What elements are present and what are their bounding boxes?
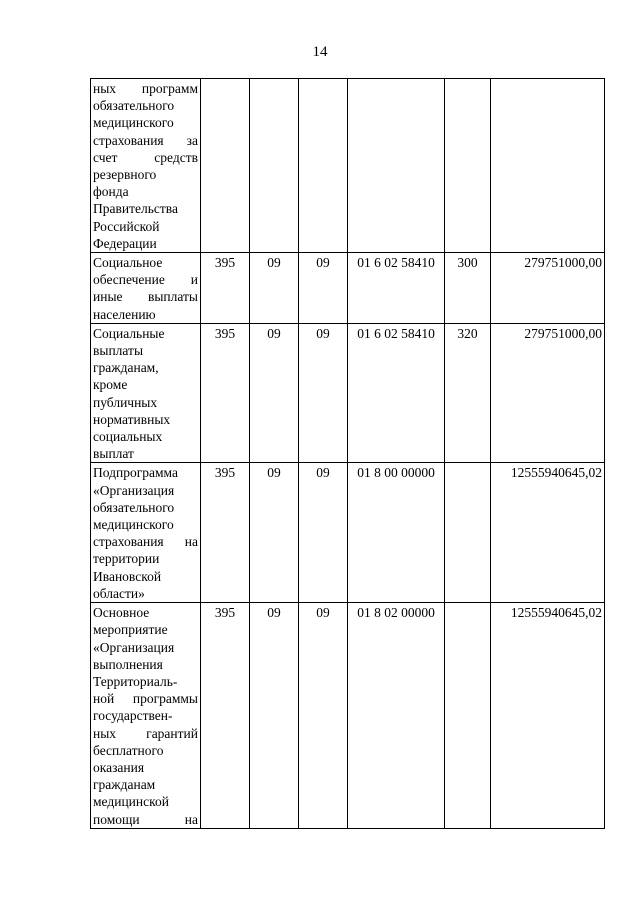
row-name-line: области» bbox=[93, 585, 145, 601]
row-name-line: фонда bbox=[93, 184, 129, 200]
row-name-line: ной программы bbox=[93, 691, 198, 707]
admin-code-cell: 395 bbox=[201, 463, 250, 603]
row-name-line: Российской bbox=[93, 218, 160, 234]
row-name-line: государствен- bbox=[93, 708, 173, 724]
row-name-line: населению bbox=[93, 306, 156, 322]
amount-cell: 279751000,00 bbox=[491, 253, 605, 324]
amount-cell: 279751000,00 bbox=[491, 323, 605, 463]
expense-type-cell bbox=[445, 603, 491, 829]
section-cell bbox=[250, 79, 299, 253]
subsection-cell: 09 bbox=[299, 603, 348, 829]
section-cell: 09 bbox=[250, 463, 299, 603]
row-name-line: социальных bbox=[93, 429, 163, 445]
target-article-cell: 01 6 02 58410 bbox=[348, 323, 445, 463]
row-name-line: гражданам bbox=[93, 777, 156, 793]
subsection-cell bbox=[299, 79, 348, 253]
page-number: 14 bbox=[312, 44, 328, 60]
row-name-line: счет средств bbox=[93, 149, 198, 165]
row-name-line: территории bbox=[93, 551, 160, 567]
expense-type-cell bbox=[445, 79, 491, 253]
target-article-cell: 01 8 02 00000 bbox=[348, 603, 445, 829]
amount-cell bbox=[491, 79, 605, 253]
row-name-line: медицинского bbox=[93, 517, 174, 533]
row-name-line: Федерации bbox=[93, 235, 157, 251]
amount-cell: 12555940645,02 bbox=[491, 463, 605, 603]
row-name-line: Ивановской bbox=[93, 568, 162, 584]
subsection-cell: 09 bbox=[299, 253, 348, 324]
row-name-line: обязательного bbox=[93, 499, 175, 515]
table-row bbox=[91, 323, 605, 463]
expense-type-cell: 300 bbox=[445, 253, 491, 324]
table-row bbox=[91, 603, 605, 829]
row-name-cell bbox=[91, 323, 201, 463]
row-name-line: Социальные bbox=[93, 325, 165, 341]
target-article-cell bbox=[348, 79, 445, 253]
row-name-line: страхования за bbox=[93, 132, 198, 148]
row-name-line: страхования на bbox=[93, 534, 198, 550]
target-article-cell: 01 8 00 00000 bbox=[348, 463, 445, 603]
row-name-line: «Организация bbox=[93, 482, 175, 498]
row-name-line: обязательного bbox=[93, 98, 175, 114]
target-article-cell: 01 6 02 58410 bbox=[348, 253, 445, 324]
section-cell: 09 bbox=[250, 253, 299, 324]
row-name-cell bbox=[91, 253, 201, 324]
row-name-line: Правительства bbox=[93, 201, 178, 217]
section-cell: 09 bbox=[250, 323, 299, 463]
row-name-line: помощи на bbox=[93, 811, 198, 827]
row-name-cell bbox=[91, 603, 201, 829]
row-name-line: выполнения bbox=[93, 656, 163, 672]
section-cell: 09 bbox=[250, 603, 299, 829]
table-row bbox=[91, 253, 605, 324]
row-name-line: Подпрограмма bbox=[93, 465, 178, 481]
row-name-cell bbox=[91, 79, 201, 253]
row-name-line: мероприятие bbox=[93, 622, 168, 638]
row-name-line: «Организация bbox=[93, 639, 175, 655]
amount-cell: 12555940645,02 bbox=[491, 603, 605, 829]
row-name-line: резервного bbox=[93, 167, 157, 183]
budget-table-body bbox=[91, 79, 605, 829]
budget-table bbox=[90, 78, 605, 829]
row-name-line: выплат bbox=[93, 446, 134, 462]
row-name-line: медицинского bbox=[93, 115, 174, 131]
row-name-line: ных гарантий bbox=[93, 725, 198, 741]
row-name-line: иные выплаты bbox=[93, 289, 198, 305]
admin-code-cell: 395 bbox=[201, 253, 250, 324]
row-name-line: гражданам, bbox=[93, 360, 159, 376]
row-name-line: оказания bbox=[93, 759, 145, 775]
row-name-line: ных программ bbox=[93, 81, 198, 96]
row-name-line: выплаты bbox=[93, 343, 144, 359]
row-name-line: Основное bbox=[93, 605, 150, 621]
expense-type-cell bbox=[445, 463, 491, 603]
row-name-cell bbox=[91, 463, 201, 603]
row-name-line: кроме bbox=[93, 377, 128, 393]
subsection-cell: 09 bbox=[299, 323, 348, 463]
admin-code-cell: 395 bbox=[201, 323, 250, 463]
row-name-line: медицинской bbox=[93, 794, 169, 810]
admin-code-cell bbox=[201, 79, 250, 253]
expense-type-cell: 320 bbox=[445, 323, 491, 463]
table-row bbox=[91, 463, 605, 603]
row-name-line: Территориаль- bbox=[93, 673, 178, 689]
subsection-cell: 09 bbox=[299, 463, 348, 603]
row-name-line: Социальное bbox=[93, 255, 163, 271]
row-name-line: публичных bbox=[93, 394, 158, 410]
table-row bbox=[91, 79, 605, 253]
row-name-line: бесплатного bbox=[93, 742, 164, 758]
row-name-line: нормативных bbox=[93, 411, 171, 427]
row-name-line: обеспечение и bbox=[93, 272, 198, 288]
admin-code-cell: 395 bbox=[201, 603, 250, 829]
